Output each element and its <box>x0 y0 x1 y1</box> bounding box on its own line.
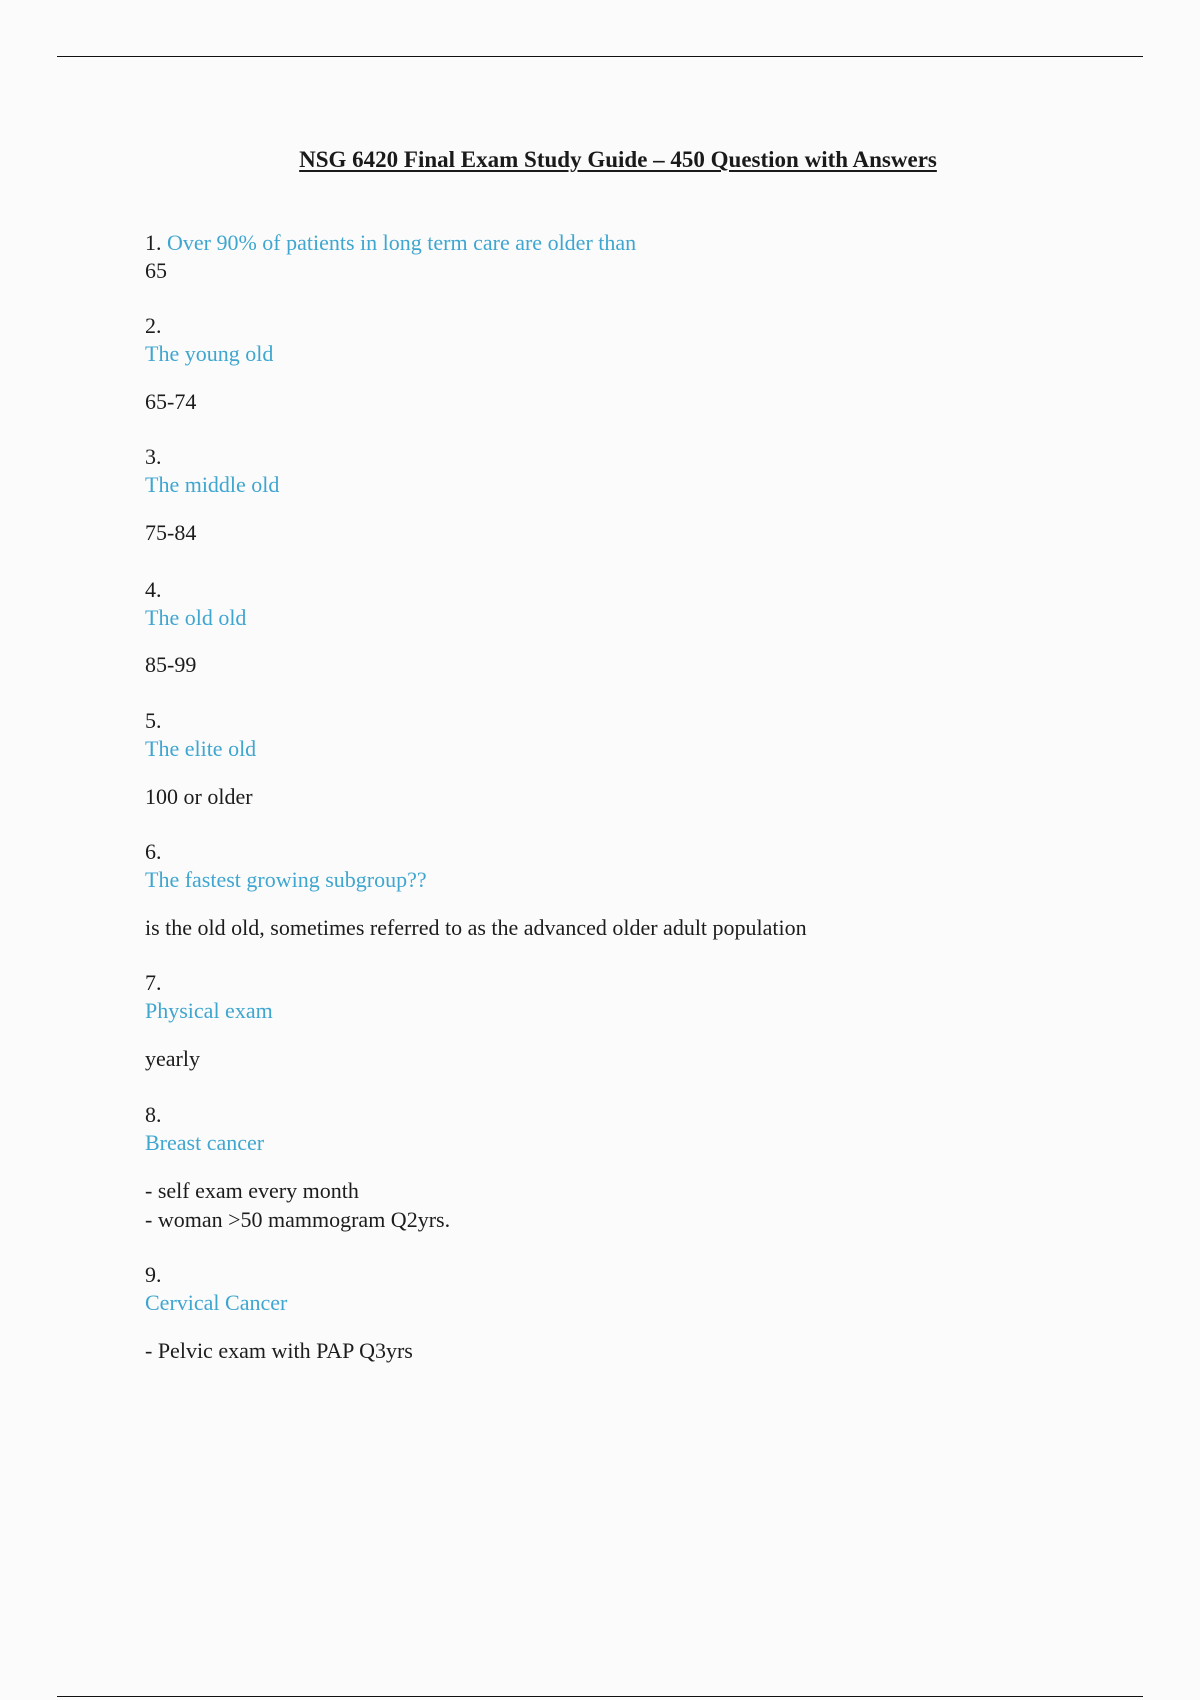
answer-4: 85-99 <box>145 652 197 677</box>
answer-3: 75-84 <box>145 520 197 545</box>
answer-7: yearly <box>145 1046 200 1071</box>
answer-8-line-1: - self exam every month <box>145 1178 359 1203</box>
question-prompt-5: The elite old <box>145 736 257 761</box>
question-prompt: Over 90% of patients in long term care are older than <box>167 230 637 255</box>
question-number-6: 6. <box>145 839 162 864</box>
answer-9: - Pelvic exam with PAP Q3yrs <box>145 1338 413 1363</box>
question-prompt-6: The fastest growing subgroup?? <box>145 867 427 892</box>
question-number-9: 9. <box>145 1262 162 1287</box>
question-number: 1. <box>145 230 162 255</box>
answer-5: 100 or older <box>145 784 253 809</box>
question-prompt-7: Physical exam <box>145 998 273 1023</box>
question-number-2: 2. <box>145 313 162 338</box>
question-prompt-9: Cervical Cancer <box>145 1290 288 1315</box>
answer-1: 65 <box>145 258 167 283</box>
answer-2: 65-74 <box>145 389 197 414</box>
question-1-line <box>145 229 636 257</box>
question-number-7: 7. <box>145 970 162 995</box>
question-number-8: 8. <box>145 1102 162 1127</box>
answer-8-line-2: - woman >50 mammogram Q2yrs. <box>145 1207 451 1232</box>
question-number-3: 3. <box>145 444 162 469</box>
question-prompt-4: The old old <box>145 605 247 630</box>
question-prompt-8: Breast cancer <box>145 1130 265 1155</box>
question-prompt-2: The young old <box>145 341 274 366</box>
question-number-4: 4. <box>145 577 162 602</box>
question-number-5: 5. <box>145 708 162 733</box>
answer-6: is the old old, sometimes referred to as the advanced older adult population <box>145 915 807 940</box>
document-title: NSG 6420 Final Exam Study Guide – 450 Question with Answers <box>299 147 937 172</box>
footer-rule <box>57 1696 1143 1697</box>
header-rule <box>57 56 1143 57</box>
question-prompt-3: The middle old <box>145 472 280 497</box>
